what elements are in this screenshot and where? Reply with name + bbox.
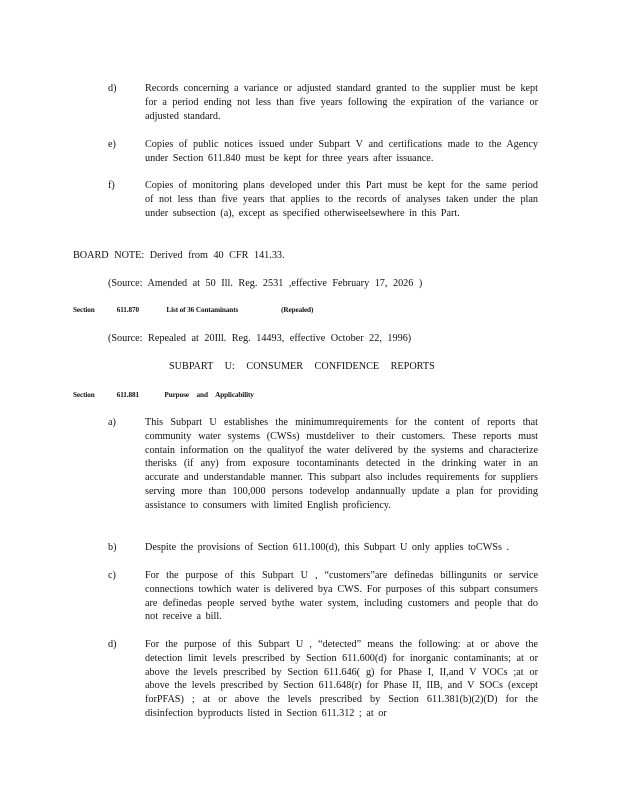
paragraph-d-detected-definition (108, 638, 538, 721)
paragraph-text: This Subpart U establishes the minimumrequirements for the content of reports that community water systems (CWSs) mustdeliver to their customers. These reports must contain information on the qualityof the water delivered by the systems and characterize therisks (if any) from exposure tocontaminants detected in the drinking water in an accurate and understandable manner. This subpart also includes requirements for suppliers serving more than 100,000 persons todevelop andannually update a plan for providing assistance to consumers with limited English proficiency. (145, 417, 538, 511)
paragraph-b-applicability (108, 541, 538, 555)
list-marker: b) (108, 542, 117, 553)
list-marker: c) (108, 570, 116, 581)
board-note: BOARD NOTE: Derived from 40 CFR 141.33. (73, 250, 285, 261)
section-label: Section (73, 306, 95, 314)
paragraph-e-public-notices (108, 138, 538, 166)
section-status: (Repealed) (281, 306, 314, 314)
source-note-amended: (Source: Amended at 50 Ill. Reg. 2531 ,effective February 17, 2026 ) (108, 278, 423, 289)
subpart-heading: SUBPART U: CONSUMER CONFIDENCE REPORTS (169, 361, 435, 372)
list-marker: d) (108, 83, 117, 94)
section-label: Section (73, 391, 95, 399)
section-heading-611-870 (73, 306, 313, 314)
paragraph-text: Copies of monitoring plans developed under this Part must be kept for the same period of not less than five years that applies to the records of analyses taken under the plan under subsection (a), except as specified otherwiseelsewhere in this Part. (145, 180, 538, 219)
list-marker: a) (108, 417, 116, 428)
paragraph-text: Despite the provisions of Section 611.100(d), this Subpart U only applies toCWSs . (145, 542, 510, 553)
paragraph-text: Copies of public notices issued under Subpart V and certifications made to the Agency under Section 611.840 must be kept for three years after issuance. (145, 139, 538, 164)
source-note-repealed: (Source: Repealed at 20Ill. Reg. 14493, effective October 22, 1996) (108, 333, 412, 344)
list-marker: d) (108, 639, 117, 650)
paragraph-text: For the purpose of this Subpart U , “detected” means the following: at or above the detection limit levels prescribed by Section 611.600(d) for inorganic contaminants; at or above the levels prescribed by Section 611.646( g) for Phase I, II,and V VOCs ;at or above the levels prescribed by Section 611.648(r) for Phase II, IIB, and V SOCs (except forPFAS) ; at or above the levels prescribed by Section 611.381(b)(2)(D) for the disinfection byproducts listed in Section 611.312 ; at or (145, 639, 538, 719)
paragraph-f-monitoring-plans (108, 179, 538, 220)
section-title: Purpose and Applicability (164, 391, 254, 399)
list-marker: f) (108, 180, 115, 191)
section-number: 611.870 (116, 306, 139, 314)
paragraph-a-purpose (108, 416, 538, 513)
paragraph-c-customers-definition (108, 569, 538, 624)
paragraph-text: For the purpose of this Subpart U , “customers”are definedas billingunits or service connections towhich water is delivered bya CWS. For purposes of this subpart consumers are definedas people served bythe water system, including customers and people that do not receive a bill. (145, 570, 538, 623)
list-marker: e) (108, 139, 116, 150)
paragraph-d-records-variance (108, 82, 538, 123)
section-heading-611-881 (73, 391, 254, 399)
section-title: List of 36 Contaminants (166, 306, 239, 314)
paragraph-text: Records concerning a variance or adjusted standard granted to the supplier must be kept for a period ending not less than five years following the expiration of the variance or adjusted standard. (145, 83, 538, 122)
section-number: 611.881 (116, 391, 139, 399)
